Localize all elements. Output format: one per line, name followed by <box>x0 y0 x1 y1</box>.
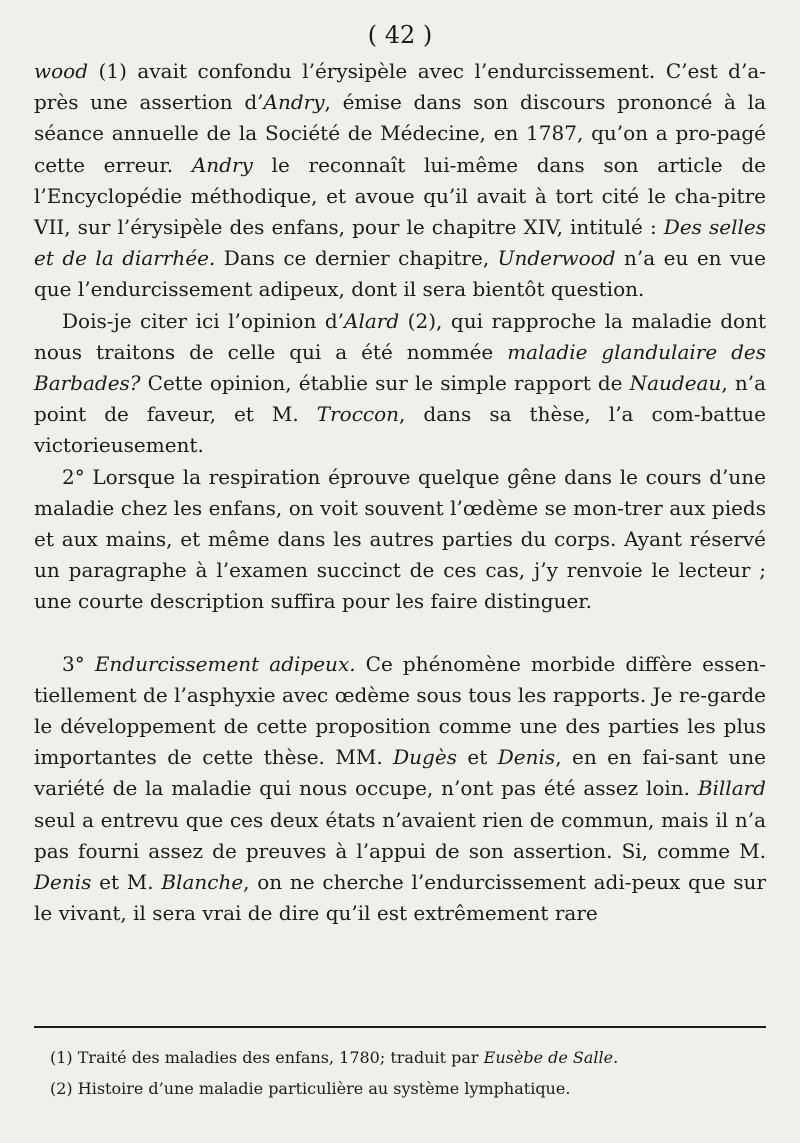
text-run: , en en fai-sant une variété de la maladie qui nous occupe, n’ont pas été assez loin. <box>34 745 766 801</box>
text-run: et <box>456 745 498 770</box>
italic-text: Alard <box>344 308 400 333</box>
text-run: (1) avait confondu l’érysipèle avec l’endurcissement. C’est d’a-près une assertion d’ <box>34 59 766 115</box>
text-run: 3° <box>62 651 95 676</box>
footnote-2 <box>50 1073 766 1104</box>
text-run: , on ne cherche l’endurcissement adi-peux que sur le vivant, il sera vrai de dire qu’il est extrêmement rare <box>34 870 767 926</box>
text-run: Ce phénomène morbide diffère essen-tiellement de l’asphyxie avec œdème sous tous les rapports. Je re-garde le développement de cette proposition comme une des parties les plus importantes de cette thèse. MM. <box>34 651 766 770</box>
italic-text: Troccon <box>316 402 400 427</box>
text-run: n’a eu en vue que l’endurcissement adipeux, dont il sera bientôt question. <box>34 246 766 302</box>
text-run: seul a entrevu que ces deux états n’avaient rien de commun, mais il n’a pas fourni assez de preuves à l’appui de son assertion. Si, comme M. <box>34 807 766 863</box>
italic-text: wood <box>34 59 89 83</box>
footnote-1 <box>50 1042 766 1073</box>
italic-text: Naudeau <box>629 371 722 396</box>
text-run: le reconnaît lui-même dans son article de l’Encyclopédie méthodique, et avoue qu’il avait à tort cité le cha-pitre VII, sur l’érysipèle des enfans, pour le chapitre XIV, intitulé : <box>34 152 766 240</box>
italic-text: Andry <box>263 90 325 115</box>
italic-text: Denis <box>34 870 92 895</box>
paragraph-4 <box>34 649 766 930</box>
italic-text: Des selles et de la diarrhée. <box>34 215 767 271</box>
italic-text: maladie glandulaire des Barbades? <box>34 339 766 396</box>
text-run: Cette opinion, établie sur le simple rapport de <box>140 371 630 396</box>
text-run: (2), qui rapproche la maladie dont nous traitons de celle qui a été nommée <box>34 308 766 364</box>
italic-text: Dugès <box>393 745 457 770</box>
italic-text: Endurcissement adipeux. <box>94 651 356 676</box>
italic-text: Blanche <box>161 870 244 895</box>
paragraph-2 <box>34 306 766 462</box>
italic-text: Eusèbe de Salle. <box>483 1048 619 1067</box>
italic-text: Denis <box>497 745 556 770</box>
footnotes <box>50 1042 766 1104</box>
text-run: , dans sa thèse, l’a com-battue victorieusement. <box>34 402 767 458</box>
page-number: ( 42 ) <box>367 21 433 49</box>
text-run: , émise dans son discours prononcé à la séance annuelle de la Société de Médecine, en 1787, qu’on a pro-pagé cette erreur. <box>34 90 766 177</box>
italic-text: Andry <box>191 152 253 177</box>
text-run: et M. <box>91 870 162 895</box>
italic-text: Billard <box>697 776 766 801</box>
footnote-rule <box>34 1026 766 1028</box>
body-text <box>34 56 766 929</box>
text-run: Dans ce dernier chapitre, <box>215 246 498 271</box>
text-run: 2° Lorsque la respiration éprouve quelque gêne dans le cours d’une maladie chez les enfans, on voit souvent l’œdème se mon-trer aux pieds et aux mains, et même dans les autres parties du corps. Ayant réservé un paragraphe à l’examen succinct de ces cas, j’y renvoie le lecteur ; une courte description suffira pour les faire distinguer. <box>34 464 766 614</box>
text-run: , n’a point de faveur, et M. <box>34 371 766 427</box>
text-run: (2) Histoire d’une maladie particulière au système lymphatique. <box>50 1079 571 1098</box>
italic-text: Underwood <box>497 246 616 271</box>
text-run: Dois-je citer ici l’opinion d’ <box>62 308 345 333</box>
paragraph-3 <box>34 462 766 618</box>
paragraph-1 <box>34 56 766 306</box>
text-run: (1) Traité des maladies des enfans, 1780; traduit par <box>50 1048 484 1067</box>
